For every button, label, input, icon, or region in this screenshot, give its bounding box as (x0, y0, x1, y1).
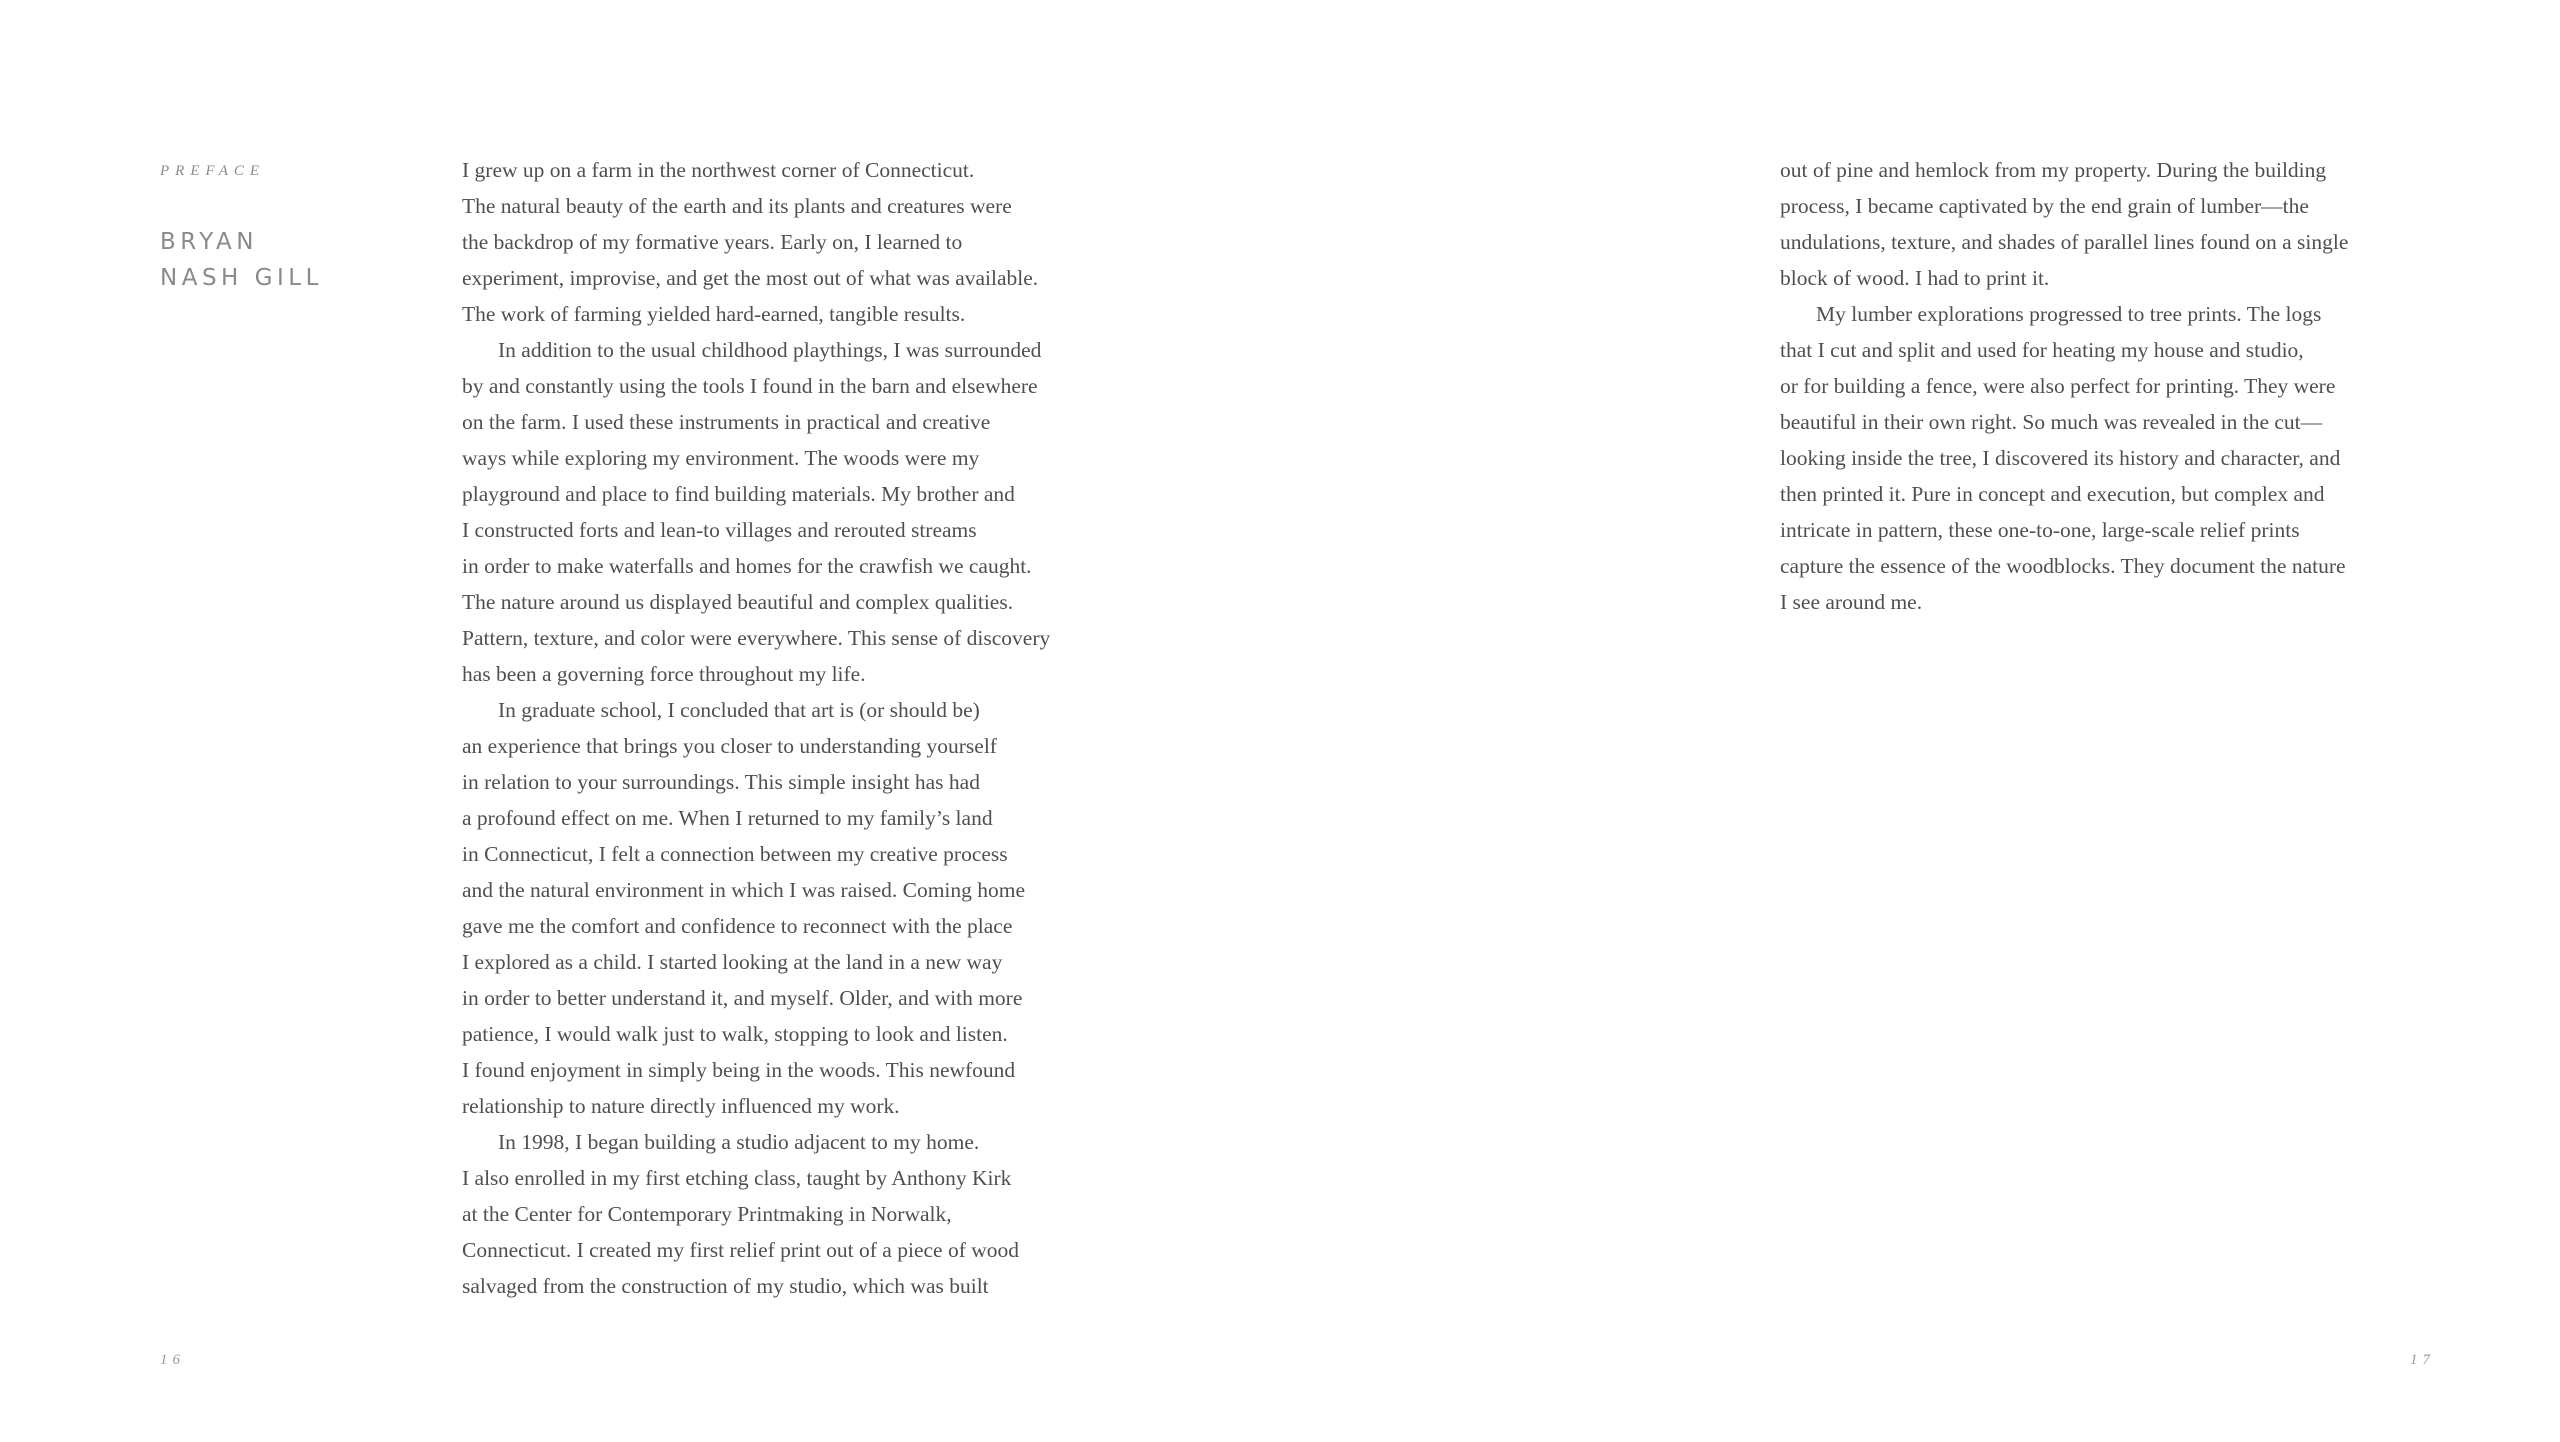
text-line: playground and place to find building materials. My brother and (462, 482, 1015, 506)
text-line: The nature around us displayed beautiful and complex qualities. (462, 590, 1014, 614)
text-line: that I cut and split and used for heating my house and studio, (1780, 338, 2304, 362)
text-line: Pattern, texture, and color were everywhere. This sense of discovery (462, 626, 1051, 650)
right-page-text-column (1780, 152, 2440, 620)
text-line: Connecticut. I created my first relief print out of a piece of wood (462, 1238, 1020, 1262)
text-line: I constructed forts and lean-to villages and rerouted streams (462, 518, 977, 542)
text-line: in relation to your surroundings. This simple insight has had (462, 770, 980, 794)
text-line: or for building a fence, were also perfect for printing. They were (1780, 374, 2336, 398)
text-line: experiment, improvise, and get the most out of what was available. (462, 266, 1039, 290)
text-line: relationship to nature directly influenced my work. (462, 1094, 900, 1118)
text-line: salvaged from the construction of my studio, which was built (462, 1274, 989, 1298)
left-page-text-column (462, 152, 1142, 1304)
text-line: intricate in pattern, these one-to-one, large-scale relief prints (1780, 518, 2300, 542)
text-line: undulations, texture, and shades of parallel lines found on a single (1780, 230, 2349, 254)
page-number-left: 16 (160, 1352, 185, 1368)
text-line: at the Center for Contemporary Printmaking in Norwalk, (462, 1202, 952, 1226)
text-line: out of pine and hemlock from my property. During the building (1780, 158, 2327, 182)
page-number-right: 17 (2410, 1352, 2435, 1368)
author-name (160, 224, 323, 296)
text-line: My lumber explorations progressed to tree prints. The logs (1816, 302, 2322, 326)
text-line: I grew up on a farm in the northwest corner of Connecticut. (462, 158, 975, 182)
text-line: process, I became captivated by the end grain of lumber—the (1780, 194, 2309, 218)
text-line: gave me the comfort and confidence to reconnect with the place (462, 914, 1013, 938)
text-line: The work of farming yielded hard-earned, tangible results. (462, 302, 966, 326)
text-line: In addition to the usual childhood playthings, I was surrounded (498, 338, 1042, 362)
text-line: beautiful in their own right. So much was revealed in the cut— (1780, 410, 2323, 434)
text-line: in order to make waterfalls and homes for the crawfish we caught. (462, 554, 1032, 578)
text-line: I found enjoyment in simply being in the woods. This newfound (462, 1058, 1016, 1082)
text-line: I also enrolled in my first etching class, taught by Anthony Kirk (462, 1166, 1012, 1190)
text-line: capture the essence of the woodblocks. They document the nature (1780, 554, 2346, 578)
text-line: an experience that brings you closer to understanding yourself (462, 734, 997, 758)
text-line: by and constantly using the tools I found in the barn and elsewhere (462, 374, 1038, 398)
text-line: In graduate school, I concluded that art is (or should be) (498, 698, 980, 722)
text-line: on the farm. I used these instruments in practical and creative (462, 410, 991, 434)
author-name-line-2: NASH GILL (160, 265, 323, 291)
text-line: a profound effect on me. When I returned to my family’s land (462, 806, 993, 830)
text-line: block of wood. I had to print it. (1780, 266, 2050, 290)
text-line: The natural beauty of the earth and its plants and creatures were (462, 194, 1012, 218)
author-name-line-1: BRYAN (160, 229, 258, 255)
text-line: In 1998, I began building a studio adjacent to my home. (498, 1130, 980, 1154)
text-line: the backdrop of my formative years. Early on, I learned to (462, 230, 963, 254)
text-line: in Connecticut, I felt a connection between my creative process (462, 842, 1008, 866)
text-line: I see around me. (1780, 590, 1923, 614)
text-line: looking inside the tree, I discovered its history and character, and (1780, 446, 2341, 470)
text-line: and the natural environment in which I was raised. Coming home (462, 878, 1026, 902)
text-line: ways while exploring my environment. The woods were my (462, 446, 980, 470)
text-line: in order to better understand it, and myself. Older, and with more (462, 986, 1023, 1010)
section-label: PREFACE (160, 163, 266, 179)
text-line: then printed it. Pure in concept and execution, but complex and (1780, 482, 2325, 506)
text-line: I explored as a child. I started looking at the land in a new way (462, 950, 1003, 974)
text-line: has been a governing force throughout my life. (462, 662, 866, 686)
text-line: patience, I would walk just to walk, stopping to look and listen. (462, 1022, 1008, 1046)
